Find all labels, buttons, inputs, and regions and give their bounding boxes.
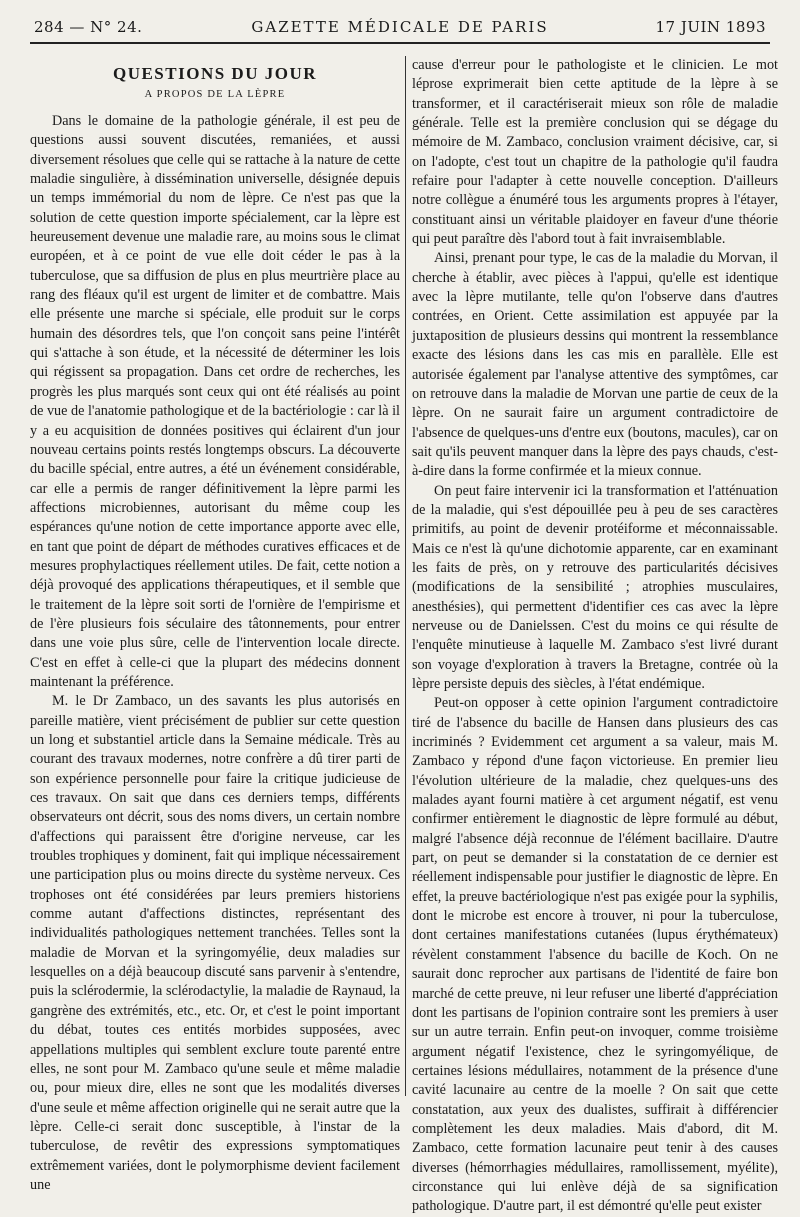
article-subtitle: A PROPOS DE LA LÈPRE [144,89,286,100]
paragraph: Peut-on opposer à cette opinion l'argument contradictoire tiré de l'absence du bacille de Hansen dans plusieurs des cas incriminés ? Evidemment cet argument a sa valeur, mais M. Zambaco y répond d'une façon victorieuse. En premier lieu l'évolution ultérieure de la maladie, chez quelques-uns des malades ayant fourni matière à cet argument négatif, est venu confirmer entièrement le diagnostic de lèpre formulé au début, malgré l'absence déjà reconnue de l'élément bacillaire. D'autre part, on peut se demander si la constatation de ce dernier est réellement indispensable pour justifier le diagnostic de lèpre. En effet, la preuve bactériologique n'est pas exigée pour la syphilis, dont le microbe est encore à trouver, ni pour la tuberculose, dont certaines manifestations cutanées (lupus érythémateux) révèlent constamment l'absence du bacille de Koch. On ne saurait donc reprocher aux partisans de l'identité de faire bon marché de cette preuve, ni leur refuser une liberté d'appréciation dont les partisans de l'opinion contraire sont les premiers à user sur un autre terrain. Enfin peut-on invoquer, comme troisième argument négatif l'existence, chez le syringomyélique, de certaines lésions médullaires, notamment de la présence d'une cavité lacunaire au centre de la moelle ? On sait que cette constatation, aux yeux des dualistes, suffirait à différencier complètement les deux maladies. Mais d'abord, dit M. Zambaco, cette formation lacunaire peut tenir à des causes diverses (hémorrhagies médullaires, ramollissement, myélite), circonstance qui lui enlève déjà de sa signification pathologique. D'autre part, il est démontré qu'elle peut exister [412,695,778,1215]
paragraph: cause d'erreur pour le pathologiste et le clinicien. Le mot léprose exprimerait bien cette aptitude de la lèpre à se transformer, et il caractériserait mieux son rôle de maladie générale. Telle est la première conclusion qui se dégage du mémoire de M. Zambaco, conclusion vraiment décisive, car, si on l'adopte, c'est tout un chapitre de la pathologie qu'il faudra refaire pour l'adapter à cette nouvelle conception. D'ailleurs notre collègue a énuméré tous les arguments propres à l'étayer, constituant ainsi un véritable plaidoyer en faveur d'une théorie qui peut paraître dès l'abord tout à fait invraisemblable. [412,57,778,248]
paragraph: Ainsi, prenant pour type, le cas de la maladie du Morvan, il cherche à établir, avec pièces à l'appui, qu'elle est identique avec la lèpre mutilante, telle qu'on l'observe dans d'autres contrées, en Orient. Cette assimilation est appuyée par la juxtaposition de plusieurs dessins qui montrent la ressemblance exacte des lésions dans les cas mis en parallèle. Elle est autorisée également par l'analyse attentive des symptômes, car on retrouve dans la maladie de Morvan une partie de ceux de la lèpre. On ne saurait faire un argument contradictoire de l'absence de quelques-uns d'entre eux (boutons, macules), car on sait qu'ils peuvent manquer dans la lèpre des pays chauds, c'est-à-dire dans la forme confirmée et la mieux connue. [412,250,778,480]
column-divider [405,56,406,1096]
right-column [412,56,778,1215]
paragraph: M. le Dr Zambaco, un des savants les plus autorisés en pareille matière, vient précisément de publier sur cette question un long et substantiel article dans la Semaine médicale. Très au courant des travaux modernes, notre confrère a dû tirer parti de son expérience personnelle pour faire la critique judicieuse de ces travaux. On sait que dans ces derniers temps, différents observateurs ont décrit, sous des noms divers, un certain nombre d'affections qui paraissent être d'origine nerveuse, car les troubles trophiques y dominent, fait qui implique nécessairement une participation plus ou moins directe du système nerveux. Ces trophoses ont été considérées par leurs premiers historiens comme autant d'affections distinctes, représentant des individualités pathologiques nettement tranchées. Telles sont la maladie de Morvan et la syringomyélie, deux maladies sur lesquelles on a déjà beaucoup discuté sans parvenir à s'entendre, puis la sclérodermie, la sclérodactylie, la maladie de Raynaud, la gangrène des extrémités, etc., etc. Or, et c'est le point important du débat, toutes ces entités morbides supposées, avec appellations multiples qui semblent exclure toute parenté entre elles, ne sont pour M. Zambaco qu'une seule et même maladie ou, pour mieux dire, elles ne sont que les modalités diverses d'une seule et même affection originelle qui ne serait autre que la lèpre. Celle-ci serait donc susceptible, à l'instar de la tuberculose, de revêtir des expressions symptomatiques extrêmement variées, dont le polymorphisme devient facilement une [30,693,400,1193]
issue-date: 17 JUIN 1893 [655,18,766,36]
paragraph: On peut faire intervenir ici la transformation et l'atténuation de la maladie, qui s'est dépouillée peu à peu de ses caractères primitifs, au point de devenir protéiforme et méconnaissable. Mais ce n'est là qu'une dichotomie apparente, car en examinant les faits de près, on y retrouve des particularités décisives (modifications de la sensibilité ; atrophies musculaires, anesthésies), qui permettent d'identifier ces cas avec la lèpre nerveuse ou de Danielssen. C'est du moins ce qui résulte de l'enquête minutieuse à laquelle M. Zambaco s'est livré durant son voyage d'exploration à travers la Bretagne, contrée où la lèpre persiste depuis des siècles, à l'état endémique. [412,482,778,692]
journal-title: GAZETTE MÉDICALE DE PARIS [251,18,549,36]
paragraph: Dans le domaine de la pathologie générale, il est peu de questions aussi souvent discutées, remaniées, et aussi diversement résolues que celle qui se rattache à la nature de cette maladie singulière, à dissémination universelle, désignée depuis un temps immémorial du nom de lèpre. Ce n'est pas que la solution de cette question importe spécialement, car la lèpre est heureusement devenue une maladie rare, au moins sous le climat européen, et à ce point de vue elle doit céder le pas à la tuberculose, que sa diffusion de plus en plus meurtrière place au rang des fléaux qu'il est urgent de limiter et de combattre. Mais elle présente une marche si spéciale, elle produit sur le corps humain des désordres tels, que l'on conçoit sans peine l'intérêt qui s'attache à son étude, et la nécessité de déterminer les lois qui régissent sa propagation. Dans cet ordre de recherches, les progrès les plus marqués sont ceux qui ont été réalisés au point de vue de l'anatomie pathologique et de la bactériologie : car là il y a eu acquisition de données positives qui éclairent d'un jour nouveau certains points restés longtemps obscurs. La découverte du bacille spécial, entre autres, a été un événement considérable, car elle a permis de ranger définitivement la lèpre parmi les affections microbiennes, autorisant du même coup les espérances qu'une notion de cette importance apporte avec elle, en tant que point de départ de méthodes curatives efficaces et de mesures prophylactiques réellement utiles. De fait, cette notion a déjà provoqué des applications thérapeutiques, et il semble que le traitement de la lèpre soit sorti de l'ornière de l'empirisme et de l'ère plusieurs fois séculaire des tâtonnements, pour entrer dans une voie plus sûre, celle de l'intervention locale directe. C'est en effet à celle-ci que la plupart des médecins donnent maintenant la préférence. [30,113,400,690]
left-column [30,56,400,1193]
page-number: 284 — N° 24. [34,18,143,36]
section-title: QUESTIONS DU JOUR [112,64,318,83]
page-header [30,12,770,44]
